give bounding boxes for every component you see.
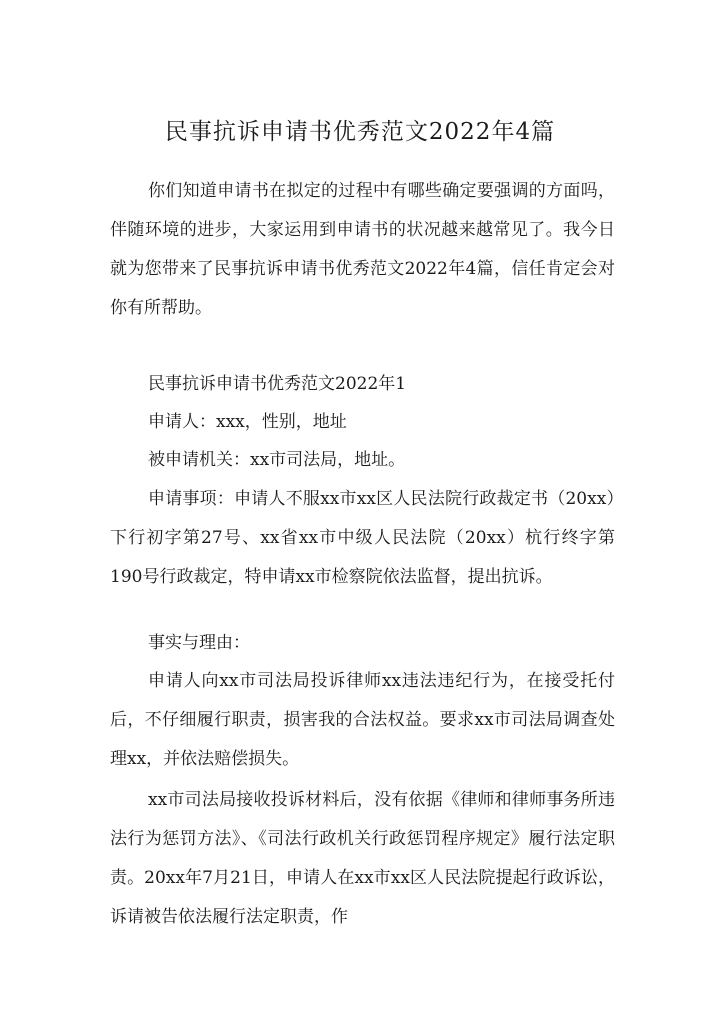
respondent-line: 被申请机关：xx市司法局，地址。 — [148, 450, 406, 470]
section-heading: 民事抗诉申请书优秀范文2022年1 — [148, 374, 407, 394]
matter-paragraph: 申请事项：申请人不服xx市xx区人民法院行政裁定书（20xx）下行初字第27号、xx省xx市中级人民法院（20xx）杭行终字第190号行政裁定，特申请xx市检察院依法监督，提出抗诉。 — [110, 489, 615, 587]
document-title: 民事抗诉申请书优秀范文2022年4篇 — [164, 119, 556, 145]
reason-paragraph-1: 申请人向xx市司法局投诉律师xx违法违纪行为，在接受托付后，不仔细履行职责，损害我的合法权益。要求xx市司法局调查处理xx，并依法赔偿损失。 — [110, 671, 615, 769]
reason-paragraph-2: xx市司法局接收投诉材料后，没有依据《律师和律师事务所违法行为惩罚方法》、《司法行政机关行政惩罚程序规定》履行法定职责。20xx年7月21日，申请人在xx市xx区人民法院提起行政诉讼，诉请被告依法履行法定职责，作 — [110, 790, 615, 927]
facts-heading: 事实与理由： — [148, 633, 250, 653]
intro-paragraph: 你们知道申请书在拟定的过程中有哪些确定要强调的方面吗，伴随环境的进步，大家运用到申请书的状况越来越常见了。我今日就为您带来了民事抗诉申请书优秀范文2022年4篇，信任肯定会对你有所帮助。 — [110, 181, 615, 318]
applicant-line: 申请人：xxx，性别，地址 — [148, 412, 347, 432]
